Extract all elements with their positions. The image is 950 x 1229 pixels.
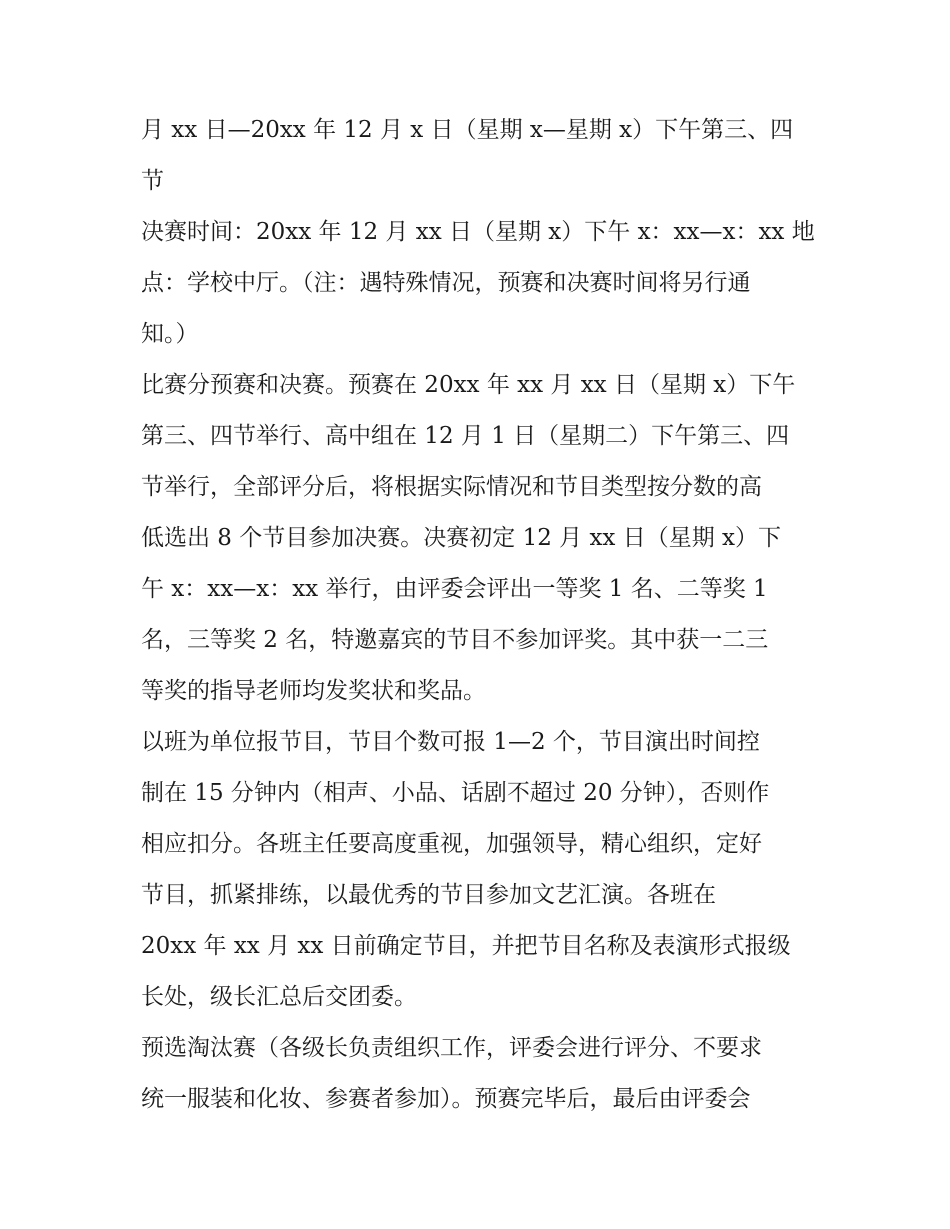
text-line: 节举行，全部评分后，将根据实际情况和节目类型按分数的高	[141, 474, 762, 500]
text-line: 以班为单位报节目，节目个数可报 1—2 个，节目演出时间控	[141, 729, 760, 755]
text-line: 等奖的指导老师均发奖状和奖品。	[141, 678, 486, 704]
text-line: 午 x：xx—x：xx 举行，由评委会评出一等奖 1 名、二等奖 1	[141, 576, 768, 602]
text-line: 制在 15 分钟内（相声、小品、话剧不超过 20 分钟），否则作	[141, 780, 770, 806]
text-line: 20xx 年 xx 月 xx 日前确定节目，并把节目名称及表演形式报级	[141, 933, 791, 959]
text-line: 统一服装和化妆、参赛者参加）。预赛完毕后，最后由评委会	[141, 1086, 751, 1112]
text-line: 知。）	[141, 321, 199, 347]
text-line: 比赛分预赛和决赛。预赛在 20xx 年 xx 月 xx 日（星期 x）下午	[141, 372, 796, 398]
text-line: 长处，级长汇总后交团委。	[141, 984, 417, 1010]
text-line: 月 xx 日—20xx 年 12 月 x 日（星期 x—星期 x）下午第三、四	[141, 117, 794, 143]
text-line: 第三、四节举行、高中组在 12 月 1 日（星期二）下午第三、四	[141, 423, 790, 449]
text-line: 节	[141, 168, 164, 194]
text-line: 低选出 8 个节目参加决赛。决赛初定 12 月 xx 日（星期 x）下	[141, 525, 781, 551]
text-line: 相应扣分。各班主任要高度重视，加强领导，精心组织，定好	[141, 831, 762, 857]
text-line: 节目，抓紧排练，以最优秀的节目参加文艺汇演。各班在	[141, 882, 716, 908]
body-text	[141, 105, 816, 1125]
text-line: 决赛时间：20xx 年 12 月 xx 日（星期 x）下午 x：xx—x：xx 地	[141, 219, 815, 245]
text-line: 名，三等奖 2 名，特邀嘉宾的节目不参加评奖。其中获一二三	[141, 627, 769, 653]
text-line: 预选淘汰赛（各级长负责组织工作，评委会进行评分、不要求	[141, 1035, 762, 1061]
text-line: 点：学校中厅。（注：遇特殊情况，预赛和决赛时间将另行通	[141, 270, 751, 296]
